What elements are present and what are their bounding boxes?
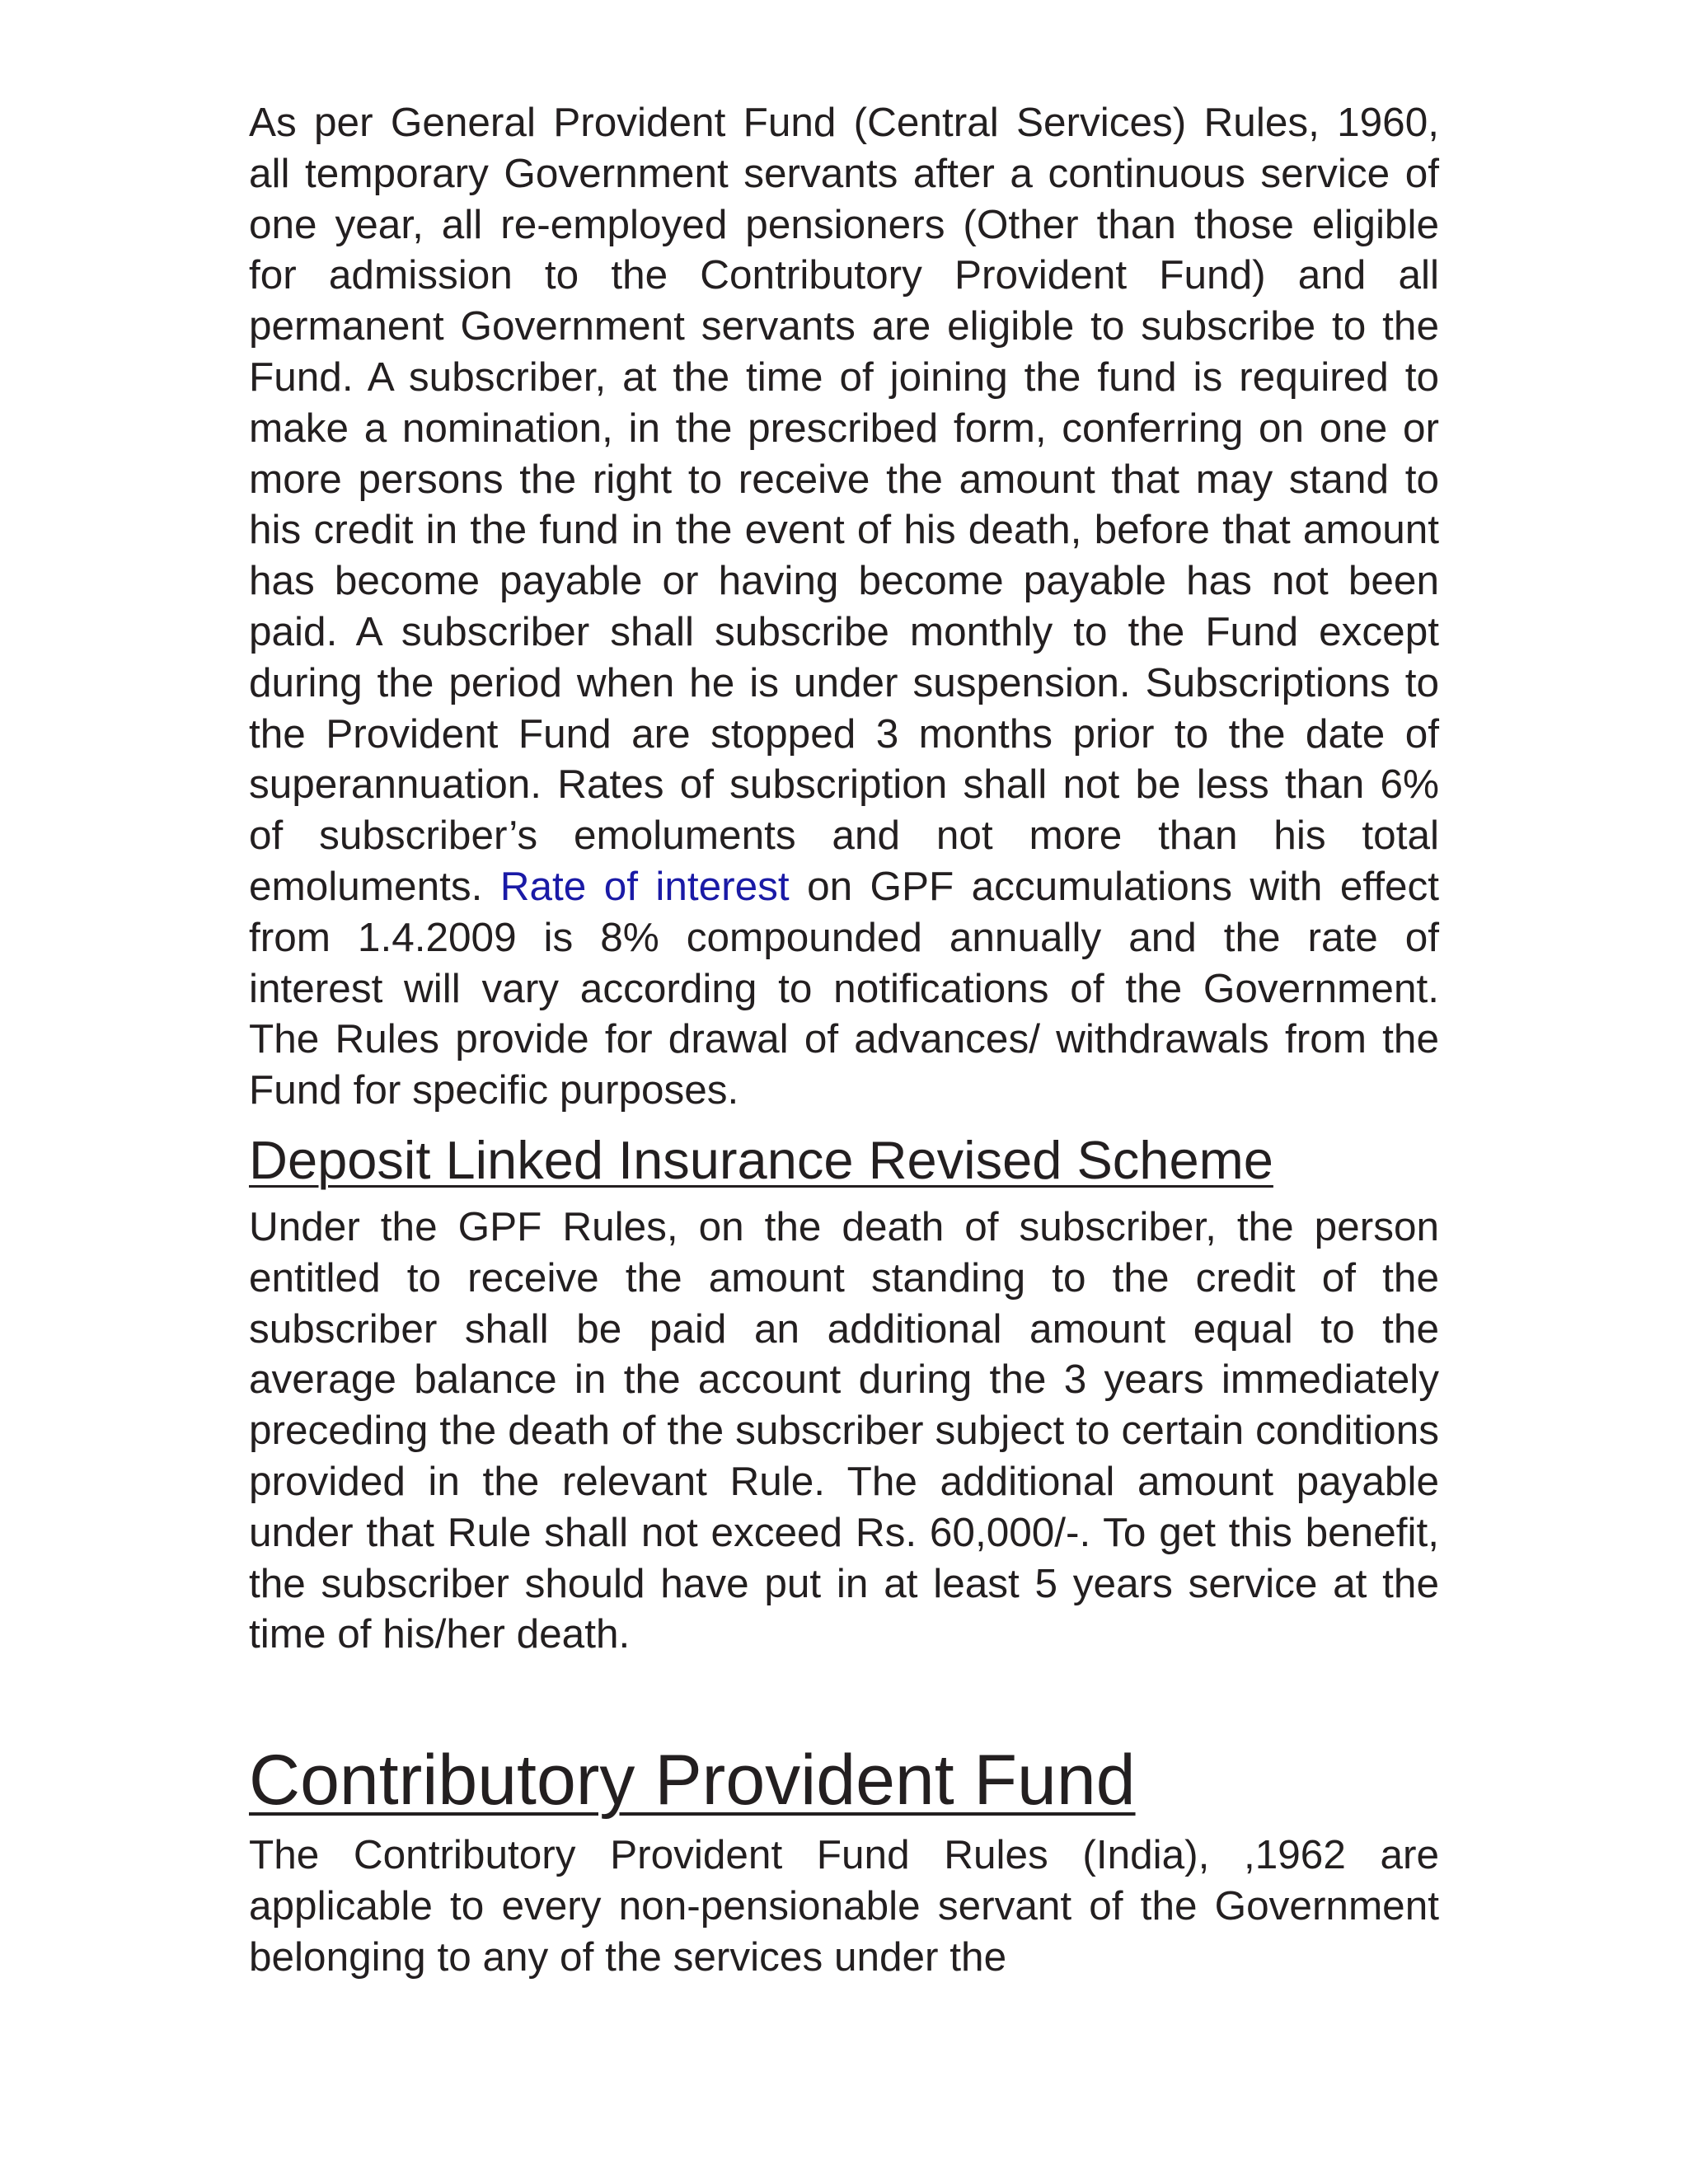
- gpf-text-before-link: As per General Provident Fund (Central Services) Rules, 1960, all temporary Government servants after a continuous service of one year, all re-employed pensioners (Other than those eligible for admission to the Contributory Provident Fund) and all permanent Government servants are eligible to subscribe to the Fund. A subscriber, at the time of joining the fund is required to make a nomination, in the prescribed form, conferring on one or more persons the right to receive the amount that may stand to his credit in the fund in the event of his death, before that amount has become payable or having become payable has not been paid. A subscriber shall subscribe monthly to the Fund except during the period when he is under suspension. Subscriptions to the Provident Fund are stopped 3 months prior to the date of superannuation. Rates of subscription shall not be less than 6% of subscriber’s emoluments and not more than his total emoluments.: [249, 100, 1439, 909]
- dli-heading: Deposit Linked Insurance Revised Scheme: [249, 1129, 1273, 1190]
- cpf-paragraph: The Contributory Provident Fund Rules (India), ,1962 are applicable to every non-pensionable servant of the Government belonging to any of the services under the: [249, 1832, 1439, 1980]
- gpf-text-after-link: on GPF accumulations with effect from 1.4.2009 is 8% compounded annually and the rate of interest will vary according to notifications of the Government. The Rules provide for drawal of advances/ withdrawals from the Fund for specific purposes.: [249, 863, 1440, 1113]
- rate-of-interest-link[interactable]: Rate of interest: [499, 863, 790, 909]
- dli-paragraph: Under the GPF Rules, on the death of subscriber, the person entitled to receive the amount standing to the credit of the subscriber shall be paid an additional amount equal to the average balance in the account during the 3 years immediately preceding the death of the subscriber subject to certain conditions provided in the relevant Rule. The additional amount payable under that Rule shall not exceed Rs. 60,000/-. To get this benefit, the subscriber should have put in at least 5 years service at the time of his/her death.: [249, 1203, 1439, 1657]
- document-page: [249, 97, 1439, 1983]
- cpf-heading: Contributory Provident Fund: [249, 1741, 1136, 1821]
- gpf-paragraph: [249, 97, 1439, 1116]
